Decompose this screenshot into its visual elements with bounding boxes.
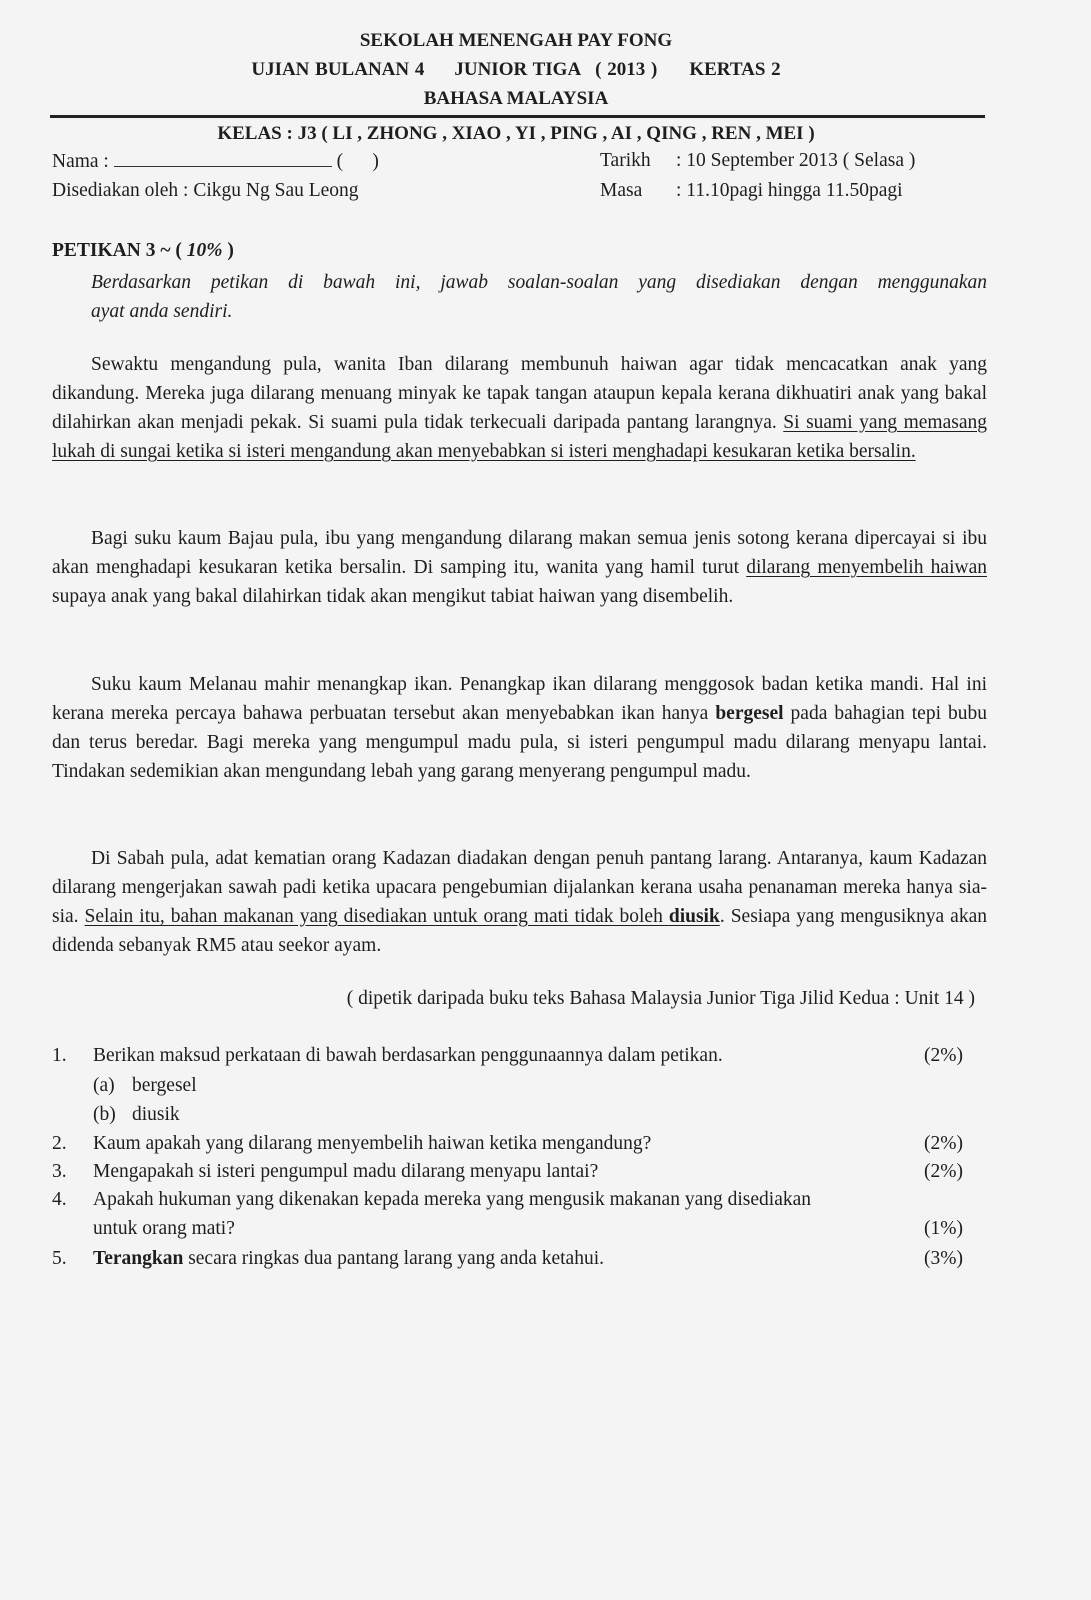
question-number: 1. <box>52 1045 67 1066</box>
p4-text: Di Sabah pula, adat kematian orang Kadazan diadakan dengan penuh pantang larang. Antaranya, kaum Kadazan dilarang mengerjakan sawah padi ketika upacara pengebumian dijalankan kerana usaha penanaman mereka hanya sia-sia. <box>52 848 987 927</box>
header-divider <box>50 115 985 118</box>
question-text: Kaum apakah yang dilarang menyembelih haiwan ketika mengandung? <box>93 1133 652 1154</box>
passage-paragraph-1 <box>52 350 987 466</box>
question-marks: (2%) <box>924 1161 963 1182</box>
subject: BAHASA MALAYSIA <box>423 88 609 109</box>
paper: KERTAS 2 <box>689 59 781 80</box>
name-index: ( ) <box>336 151 379 172</box>
p4-bold-word: diusik <box>668 906 720 927</box>
question-text-cont: untuk orang mati? <box>93 1218 235 1239</box>
passage-source: ( dipetik daripada buku teks Bahasa Malaysia Junior Tiga Jilid Kedua : Unit 14 ) <box>346 988 975 1009</box>
p2-text-end: supaya anak yang bakal dilahirkan tidak akan mengikut tabiat haiwan yang disembelih. <box>52 586 734 607</box>
passage-paragraph-4 <box>52 844 987 960</box>
question-text: Apakah hukuman yang dikenakan kepada mereka yang mengusik makanan yang disediakan <box>93 1189 812 1210</box>
date-value: : 10 September 2013 ( Selasa ) <box>676 150 916 171</box>
question-text-rest: secara ringkas dua pantang larang yang anda ketahui. <box>183 1248 605 1269</box>
instruction-line-1: Berdasarkan petikan di bawah ini, jawab soalan-soalan yang disediakan dengan menggunakan <box>91 272 987 293</box>
instructions <box>91 268 987 326</box>
year: ( 2013 ) <box>595 59 658 80</box>
question-number: 2. <box>52 1133 67 1154</box>
level: JUNIOR TIGA <box>454 59 582 80</box>
instruction-line-2: ayat anda sendiri. <box>91 301 233 322</box>
question-marks: (2%) <box>924 1133 963 1154</box>
p3-bold-word: bergesel <box>715 703 784 724</box>
name-field[interactable] <box>52 150 379 173</box>
section-title-end: ) <box>222 240 234 261</box>
exam-line <box>0 59 1032 81</box>
question-number: 4. <box>52 1189 67 1210</box>
exam-name: UJIAN BULANAN 4 <box>251 59 425 80</box>
p3-text: Suku kaum Melanau mahir menangkap ikan. Penangkap ikan dilarang menggosok badan ketika mandi. Hal ini kerana mereka percaya bahawa perbuatan tersebut akan menyebabkan ikan hanya <box>52 674 987 724</box>
section-title <box>52 240 234 262</box>
question-bold-word: Terangkan <box>93 1248 184 1269</box>
sub-text: bergesel <box>132 1075 197 1096</box>
p4-underlined: Selain itu, bahan makanan yang disediakan untuk orang mati tidak boleh <box>84 906 669 927</box>
p3-text-end: pada bahagian tepi bubu dan terus beredar. Bagi mereka yang mengumpul madu pula, si isteri pengumpul madu dilarang menyapu lantai. Tindakan sedemikian akan mengundang lebah yang garang menyerang pengumpul madu. <box>52 703 987 782</box>
prepared-by: Disediakan oleh : Cikgu Ng Sau Leong <box>52 180 359 201</box>
passage-paragraph-2 <box>52 524 987 611</box>
class-list: KELAS : J3 ( LI , ZHONG , XIAO , YI , PING , AI , QING , REN , MEI ) <box>217 123 815 144</box>
question-marks: (2%) <box>924 1045 963 1066</box>
time-value: : 11.10pagi hingga 11.50pagi <box>676 180 903 201</box>
sub-label: (a) <box>93 1075 115 1096</box>
section-weight: 10% <box>186 240 223 261</box>
question-marks: (3%) <box>924 1248 963 1269</box>
p1-text: Sewaktu mengandung pula, wanita Iban dilarang membunuh haiwan agar tidak mencacatkan anak yang dikandung. Mereka juga dilarang menuang minyak ke tapak tangan ataupun kepala kerana dikhuatiri anak yang bakal dilahirkan akan menjadi pekak. Si suami pula tidak terkecuali daripada pantang larangnya. <box>52 354 987 433</box>
p4-text-end: . Sesiapa yang mengusiknya akan didenda sebanyak RM5 atau seekor ayam. <box>52 906 987 956</box>
section-title-text: PETIKAN 3 ~ ( <box>52 240 182 261</box>
p2-underlined: dilarang menyembelih haiwan <box>746 557 987 578</box>
sub-label: (b) <box>93 1104 116 1125</box>
passage-paragraph-3 <box>52 670 987 786</box>
question-text <box>93 1248 604 1270</box>
time-label: Masa <box>600 180 643 201</box>
question-number: 5. <box>52 1248 67 1269</box>
question-number: 3. <box>52 1161 67 1182</box>
school-name: SEKOLAH MENENGAH PAY FONG <box>359 30 673 51</box>
name-label: Nama : <box>52 151 109 172</box>
question-text: Berikan maksud perkataan di bawah berdasarkan penggunaannya dalam petikan. <box>93 1045 723 1066</box>
p2-text: Bagi suku kaum Bajau pula, ibu yang mengandung dilarang makan semua jenis sotong kerana dipercayai si ibu akan menghadapi kesukaran ketika bersalin. Di samping itu, wanita yang hamil turut <box>52 528 987 578</box>
sub-text: diusik <box>132 1104 180 1125</box>
question-marks: (1%) <box>924 1218 963 1239</box>
question-text: Mengapakah si isteri pengumpul madu dilarang menyapu lantai? <box>93 1161 599 1182</box>
p1-underlined: Si suami yang memasang lukah di sungai ketika si isteri mengandung akan menyebabkan si isteri menghadapi kesukaran ketika bersalin. <box>52 412 987 462</box>
date-label: Tarikh <box>600 150 651 171</box>
